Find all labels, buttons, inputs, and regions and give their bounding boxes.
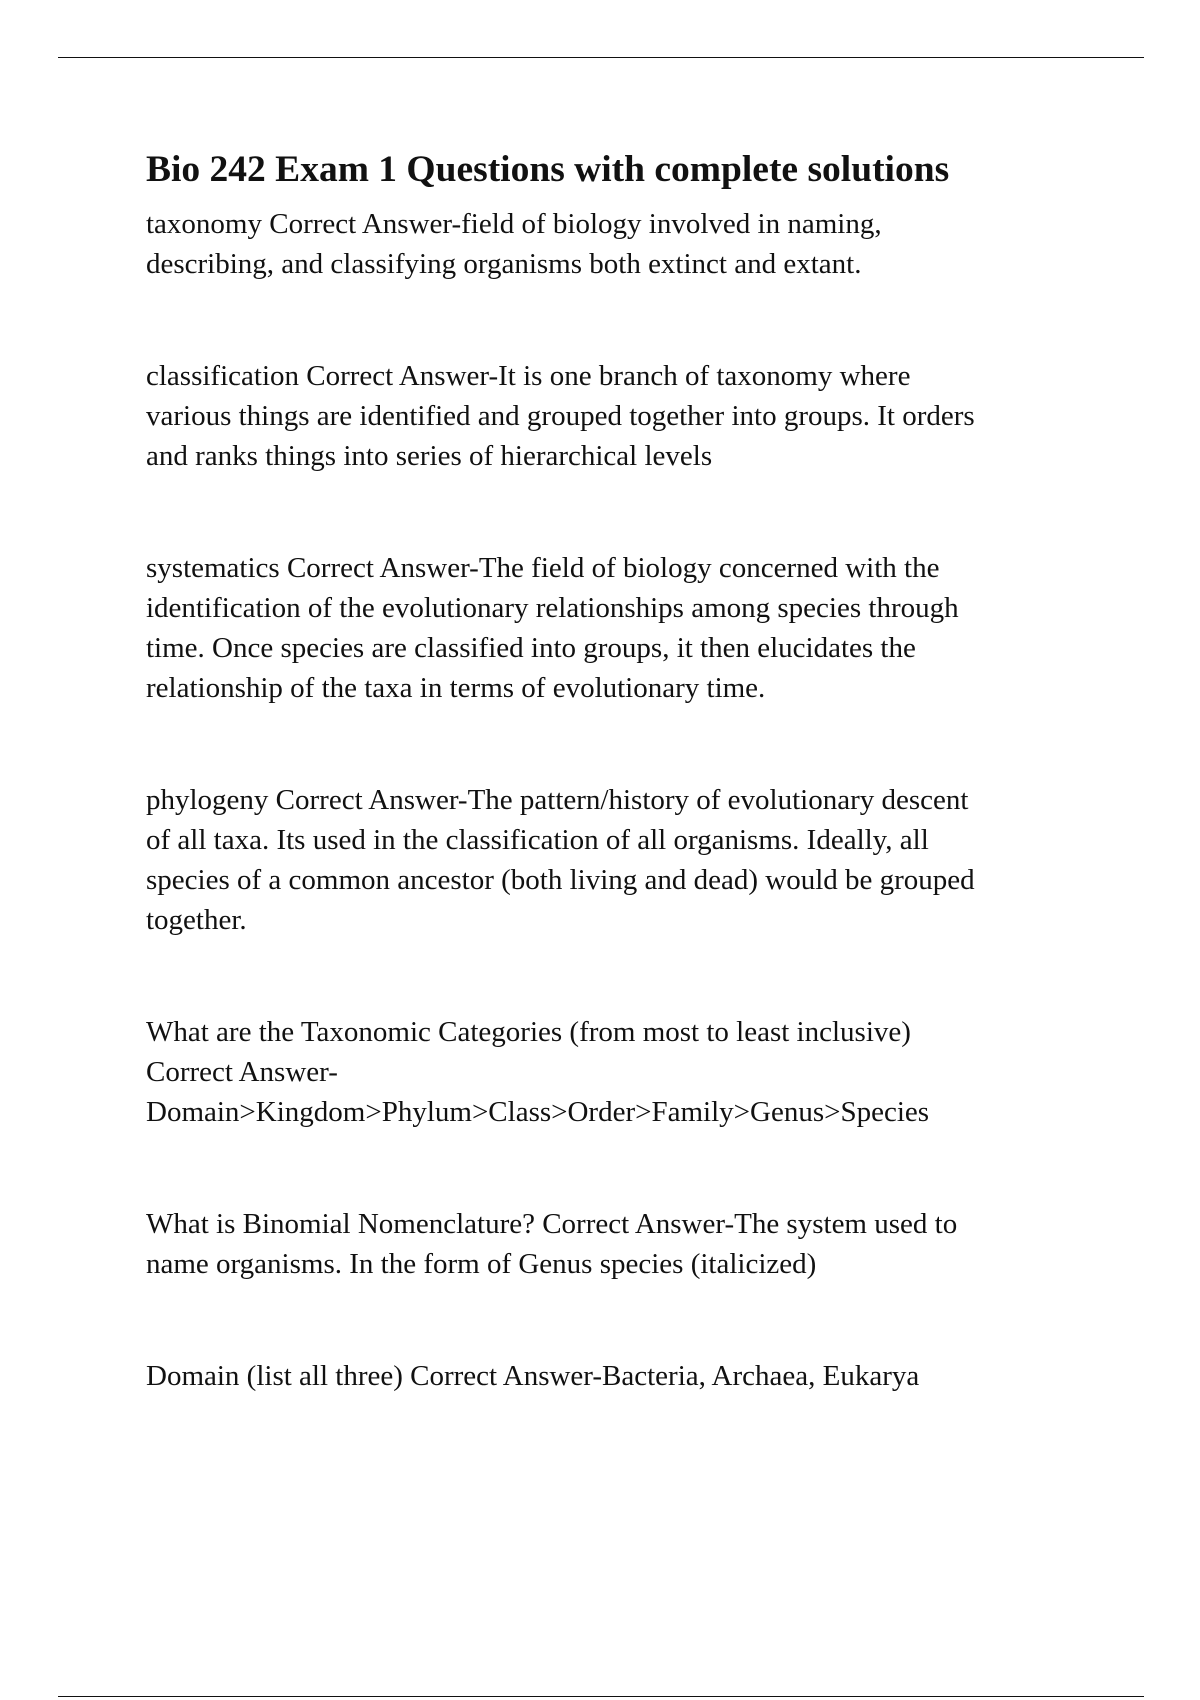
qa-line: species of a common ancestor (both living and dead) would be grouped <box>146 864 975 896</box>
qa-line: Domain>Kingdom>Phylum>Class>Order>Family>Genus>Species <box>146 1096 930 1128</box>
qa-line: name organisms. In the form of Genus species (italicized) <box>146 1248 817 1280</box>
qa-line: of all taxa. Its used in the classification of all organisms. Ideally, all <box>146 824 929 856</box>
qa-line: Correct Answer- <box>146 1056 338 1088</box>
qa-line: taxonomy Correct Answer-field of biology involved in naming, <box>146 208 882 240</box>
qa-entry-phylogeny <box>146 780 1086 940</box>
qa-entry-systematics <box>146 548 1086 708</box>
document-body <box>146 144 1086 1396</box>
qa-entry-taxonomic-categories <box>146 1012 1086 1132</box>
qa-line: What are the Taxonomic Categories (from most to least inclusive) <box>146 1016 911 1048</box>
qa-line: identification of the evolutionary relationships among species through <box>146 592 959 624</box>
page-title: Bio 242 Exam 1 Questions with complete solutions <box>146 149 950 190</box>
qa-line: together. <box>146 904 247 936</box>
qa-line: relationship of the taxa in terms of evolutionary time. <box>146 672 766 704</box>
qa-line: Domain (list all three) Correct Answer-Bacteria, Archaea, Eukarya <box>146 1360 920 1392</box>
qa-line: time. Once species are classified into groups, it then elucidates the <box>146 632 916 664</box>
qa-entry-domains <box>146 1356 1086 1396</box>
qa-line: phylogeny Correct Answer-The pattern/history of evolutionary descent <box>146 784 969 816</box>
qa-entry-taxonomy <box>146 204 1086 284</box>
qa-line: describing, and classifying organisms both extinct and extant. <box>146 248 862 280</box>
qa-line: classification Correct Answer-It is one branch of taxonomy where <box>146 360 911 392</box>
qa-line: What is Binomial Nomenclature? Correct Answer-The system used to <box>146 1208 958 1240</box>
qa-line: systematics Correct Answer-The field of biology concerned with the <box>146 552 940 584</box>
qa-line: and ranks things into series of hierarchical levels <box>146 440 713 472</box>
qa-line: various things are identified and grouped together into groups. It orders <box>146 400 975 432</box>
qa-entry-classification <box>146 356 1086 476</box>
bottom-rule <box>58 1696 1144 1697</box>
qa-entry-binomial-nomenclature <box>146 1204 1086 1284</box>
top-rule <box>58 57 1144 58</box>
